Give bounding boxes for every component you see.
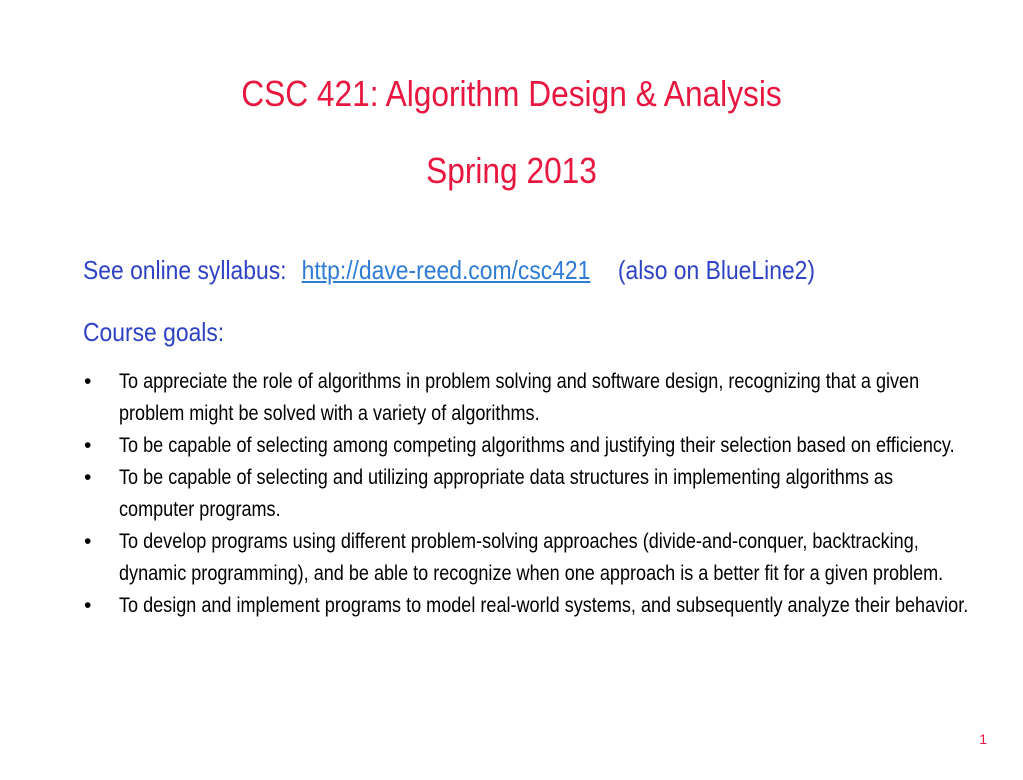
goal-text: To be capable of selecting and utilizing appropriate data structures in implementing algorithms as computer programs.: [119, 466, 894, 521]
syllabus-line: [83, 255, 815, 285]
goal-item: [0, 590, 1023, 622]
goal-item: [0, 366, 1023, 430]
slide-title: CSC 421: Algorithm Design & Analysis: [241, 73, 782, 114]
goal-text: To design and implement programs to model real-world systems, and subsequently analyze their behavior.: [119, 594, 969, 617]
syllabus-link[interactable]: http://dave-reed.com/csc421: [301, 255, 591, 285]
goal-item: [0, 462, 1023, 526]
goals-heading: Course goals:: [83, 317, 225, 347]
goal-text: To be capable of selecting among competing algorithms and justifying their selection based on efficiency.: [119, 434, 955, 457]
bullet-icon: •: [84, 434, 92, 457]
page-number: 1: [979, 731, 987, 747]
slide-subtitle: Spring 2013: [426, 150, 597, 191]
bullet-icon: •: [84, 466, 92, 489]
goal-text: To develop programs using different problem-solving approaches (divide-and-conquer, backtracking, dynamic programming), and be able to recognize when one approach is a better fit for a given problem.: [119, 530, 944, 585]
goal-item: [0, 526, 1023, 590]
goal-item: [0, 430, 1023, 462]
syllabus-prefix: See online syllabus:: [83, 255, 287, 285]
bullet-icon: •: [84, 530, 92, 553]
syllabus-suffix: (also on BlueLine2): [617, 255, 816, 285]
goals-list: [0, 366, 1023, 622]
bullet-icon: •: [84, 370, 92, 393]
goal-text: To appreciate the role of algorithms in problem solving and software design, recognizing that a given problem might be solved with a variety of algorithms.: [119, 370, 920, 425]
bullet-icon: •: [84, 594, 92, 617]
